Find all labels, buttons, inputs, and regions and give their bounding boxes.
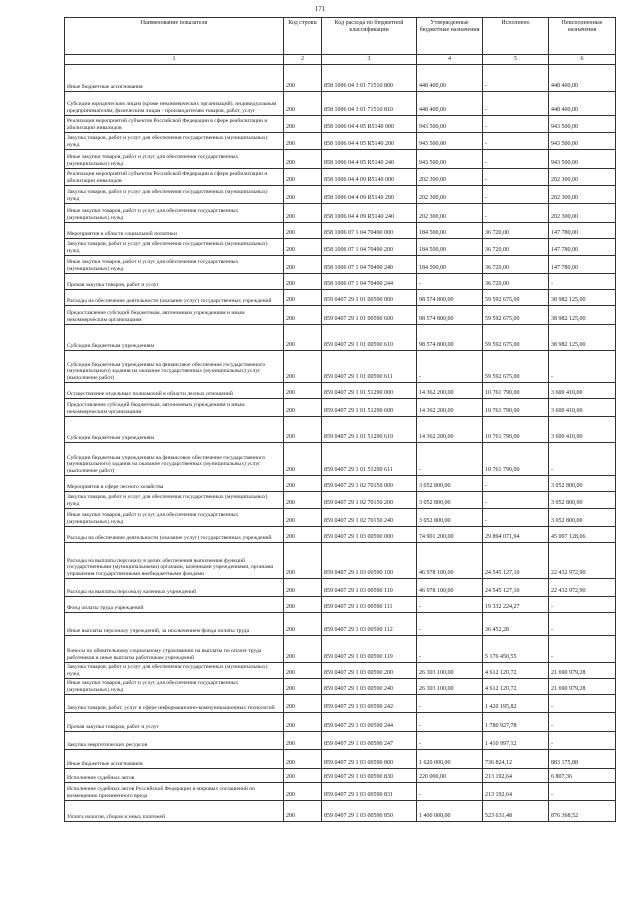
row-remaining: - [549, 351, 616, 383]
table-row [65, 274, 616, 290]
row-executed: - [483, 116, 549, 133]
row-approved: - [417, 351, 483, 383]
row-executed: 5 176 450,55 [483, 636, 549, 663]
row-executed: - [483, 509, 549, 527]
row-classification-code: 859 0407 29 1 01 00590 000 [322, 290, 417, 306]
row-executed: 1 410 997,12 [483, 732, 549, 750]
row-classification-code: 858 1006 07 1 04 70490 200 [322, 239, 417, 256]
row-remaining: 147 780,00 [549, 239, 616, 256]
row-classification-code: 859 0407 29 1 03 00590 200 [322, 663, 417, 679]
table-row [65, 597, 616, 613]
table-row [65, 801, 616, 822]
row-executed: 523 631,48 [483, 801, 549, 822]
table-row [65, 732, 616, 750]
row-line-code: 200 [284, 579, 322, 597]
row-executed: 36 720,00 [483, 274, 549, 290]
row-executed: 10 761 790,00 [483, 383, 549, 399]
table-row [65, 476, 616, 492]
row-name: Расходы на выплаты персоналу в целях обеспечения выполнения функций государственными (муниципальными) органами, казенными учреждениями, органами управления государственными внебюджетными фондами [65, 543, 284, 579]
table-row [65, 492, 616, 509]
row-name: Мероприятия в области социальной политики [65, 223, 284, 239]
row-remaining: - [549, 732, 616, 750]
row-remaining: 22 432 972,90 [549, 543, 616, 579]
row-name: Прочая закупка товаров, работ и услуг [65, 274, 284, 290]
row-line-code: 200 [284, 204, 322, 223]
row-approved: 26 303 100,00 [417, 663, 483, 679]
row-approved: 202 300,00 [417, 186, 483, 204]
row-line-code: 200 [284, 133, 322, 150]
row-line-code: 200 [284, 186, 322, 204]
row-approved: - [417, 597, 483, 613]
row-classification-code: 859 0407 29 1 02 70150 200 [322, 492, 417, 509]
row-name: Уплата налогов, сборов и иных платежей [65, 801, 284, 822]
table-header [65, 18, 616, 65]
row-remaining: 147 780,00 [549, 256, 616, 274]
row-name: Закупка товаров, работ и услуг для обеспечения государственных (муниципальных) нужд [65, 492, 284, 509]
table-row [65, 769, 616, 783]
row-remaining: 21 690 979,28 [549, 663, 616, 679]
row-approved: - [417, 636, 483, 663]
table-row [65, 750, 616, 769]
row-name: Иные выплаты персоналу учреждений, за исключением фонда оплаты труда [65, 613, 284, 636]
row-line-code: 200 [284, 92, 322, 116]
column-index: 4 [417, 55, 483, 65]
column-index: 5 [483, 55, 549, 65]
table-row [65, 383, 616, 399]
row-classification-code: 858 1006 04 4 05 R5140 200 [322, 133, 417, 150]
row-executed: 59 592 675,00 [483, 306, 549, 325]
row-classification-code: 859 0407 29 1 03 00590 240 [322, 679, 417, 695]
row-line-code: 200 [284, 695, 322, 713]
table-row [65, 150, 616, 169]
row-remaining: - [549, 613, 616, 636]
row-approved: 943 500,00 [417, 150, 483, 169]
row-remaining: - [549, 713, 616, 732]
row-classification-code: 859 0407 29 1 03 00590 247 [322, 732, 417, 750]
row-name: Иные бюджетные ассигнования [65, 750, 284, 769]
row-classification-code: 858 1006 07 1 04 70490 240 [322, 256, 417, 274]
row-executed: 4 612 120,72 [483, 663, 549, 679]
row-remaining: 3 052 800,00 [549, 492, 616, 509]
row-remaining: 3 600 410,00 [549, 383, 616, 399]
row-approved: - [417, 613, 483, 636]
row-remaining: - [549, 274, 616, 290]
row-classification-code: 858 1006 04 4 09 R5140 240 [322, 204, 417, 223]
row-line-code: 200 [284, 169, 322, 186]
column-index: 6 [549, 55, 616, 65]
row-approved: - [417, 783, 483, 801]
row-executed: 4 612 120,72 [483, 679, 549, 695]
table-row [65, 351, 616, 383]
row-remaining: 3 052 800,00 [549, 509, 616, 527]
row-name: Закупка энергетических ресурсов [65, 732, 284, 750]
row-approved: 14 362 200,00 [417, 399, 483, 417]
row-classification-code: 858 1006 04 4 05 R5140 240 [322, 150, 417, 169]
row-approved: 3 052 800,00 [417, 476, 483, 492]
row-remaining: 147 780,00 [549, 223, 616, 239]
row-name: Прочая закупка товаров, работ и услуг [65, 713, 284, 732]
table-row [65, 399, 616, 417]
row-executed: 36 452,28 [483, 613, 549, 636]
row-name: Субсидии бюджетным учреждениям [65, 417, 284, 443]
row-classification-code: 859 0407 29 1 03 00590 112 [322, 613, 417, 636]
row-approved: - [417, 443, 483, 476]
row-line-code: 200 [284, 636, 322, 663]
row-name: Иные закупки товаров, работ и услуг для обеспечения государственных (муниципальных) нужд [65, 679, 284, 695]
row-classification-code: 859 0407 29 1 03 00590 850 [322, 801, 417, 822]
table-row [65, 186, 616, 204]
table-row [65, 713, 616, 732]
row-approved: 98 574 800,00 [417, 306, 483, 325]
row-line-code: 200 [284, 239, 322, 256]
row-approved: 184 500,00 [417, 239, 483, 256]
row-approved: - [417, 274, 483, 290]
table-row [65, 116, 616, 133]
row-executed: 36 720,00 [483, 223, 549, 239]
column-index: 2 [284, 55, 322, 65]
column-index: 1 [65, 55, 284, 65]
header-remaining: Неисполненные назначения [549, 18, 616, 55]
row-executed: - [483, 150, 549, 169]
row-executed: - [483, 204, 549, 223]
row-classification-code: 858 1006 07 1 04 70490 000 [322, 223, 417, 239]
row-approved: 943 500,00 [417, 116, 483, 133]
row-line-code: 200 [284, 443, 322, 476]
table-row [65, 239, 616, 256]
row-executed: 59 592 675,00 [483, 351, 549, 383]
row-approved: - [417, 732, 483, 750]
row-name: Иные закупки товаров, работ и услуг для обеспечения государственных (муниципальных) нужд [65, 509, 284, 527]
row-classification-code: 859 0407 29 1 01 00590 611 [322, 351, 417, 383]
row-remaining: 448 400,00 [549, 65, 616, 92]
table-row [65, 306, 616, 325]
row-approved: 448 400,00 [417, 92, 483, 116]
row-executed: - [483, 92, 549, 116]
row-approved: 202 300,00 [417, 169, 483, 186]
row-name: Исполнение судебных актов Российской Федерации и мировых соглашений по возмещению причиненного вреда [65, 783, 284, 801]
row-remaining: - [549, 636, 616, 663]
row-approved: 3 052 800,00 [417, 492, 483, 509]
row-name: Расходы на обеспечение деятельности (оказание услуг) государственных учреждений [65, 527, 284, 543]
row-name: Исполнение судебных актов [65, 769, 284, 783]
row-line-code: 200 [284, 492, 322, 509]
row-executed: 24 545 127,10 [483, 579, 549, 597]
row-remaining: 3 600 410,00 [549, 417, 616, 443]
row-remaining: - [549, 783, 616, 801]
row-name: Взносы по обязательному социальному страхованию на выплаты по оплате труда работников и иные выплаты работникам учреждений [65, 636, 284, 663]
table-row [65, 417, 616, 443]
row-remaining: 943 500,00 [549, 116, 616, 133]
row-name: Субсидии юридическим лицам (кроме некоммерческих организаций), индивидуальным предпринимателям, физическим лицам - производителям товаров, работ, услуг [65, 92, 284, 116]
header-classification-code: Код расхода по бюджетной классификации [322, 18, 417, 55]
row-classification-code: 858 1006 04 4 09 R5140 000 [322, 169, 417, 186]
row-executed: 29 894 071,94 [483, 527, 549, 543]
row-approved: 220 000,00 [417, 769, 483, 783]
row-remaining: - [549, 597, 616, 613]
row-line-code: 200 [284, 65, 322, 92]
row-classification-code: 859 0407 29 1 01 00590 610 [322, 325, 417, 351]
table-row [65, 256, 616, 274]
row-approved: - [417, 695, 483, 713]
row-classification-code: 858 1006 04 4 09 R5140 200 [322, 186, 417, 204]
row-name: Осуществление отдельных полномочий в области лесных отношений [65, 383, 284, 399]
row-classification-code: 859 0407 29 1 03 00590 242 [322, 695, 417, 713]
row-line-code: 200 [284, 150, 322, 169]
row-remaining: 943 500,00 [549, 150, 616, 169]
row-executed: - [483, 492, 549, 509]
page-number: 171 [314, 5, 326, 13]
budget-execution-table [64, 17, 616, 822]
row-executed: 36 720,00 [483, 256, 549, 274]
row-classification-code: 858 1006 04 3 01 71510 810 [322, 92, 417, 116]
row-executed: 1 420 195,82 [483, 695, 549, 713]
row-name: Иные закупки товаров, работ и услуг для обеспечения государственных (муниципальных) нужд [65, 204, 284, 223]
row-line-code: 200 [284, 116, 322, 133]
table-row [65, 636, 616, 663]
row-line-code: 200 [284, 597, 322, 613]
row-name: Закупка товаров, работ и услуг для обеспечения государственных (муниципальных) нужд [65, 239, 284, 256]
row-executed: 10 761 790,00 [483, 399, 549, 417]
row-line-code: 200 [284, 223, 322, 239]
table-row [65, 92, 616, 116]
row-executed: - [483, 186, 549, 204]
row-classification-code: 859 0407 29 1 02 70150 000 [322, 476, 417, 492]
row-classification-code: 859 0407 29 1 03 00590 000 [322, 527, 417, 543]
row-name: Субсидии бюджетным учреждениям на финансовое обеспечение государственного (муниципального) задания на оказание государственных (муниципальных) услуг (выполнение работ) [65, 351, 284, 383]
header-indicator-name: Наименование показателя [65, 18, 284, 55]
row-remaining: 448 400,00 [549, 92, 616, 116]
row-approved: 184 500,00 [417, 223, 483, 239]
table-row [65, 695, 616, 713]
row-approved: 3 052 800,00 [417, 509, 483, 527]
row-approved: 448 400,00 [417, 65, 483, 92]
row-name: Закупка товаров, работ и услуг для обеспечения государственных (муниципальных) нужд [65, 186, 284, 204]
row-approved: - [417, 713, 483, 732]
row-executed: 36 720,00 [483, 239, 549, 256]
table-row [65, 223, 616, 239]
row-executed: 19 332 224,27 [483, 597, 549, 613]
row-remaining: 202 300,00 [549, 169, 616, 186]
row-line-code: 200 [284, 383, 322, 399]
row-classification-code: 859 0407 29 1 01 51290 000 [322, 383, 417, 399]
row-remaining: 6 807,36 [549, 769, 616, 783]
row-line-code: 200 [284, 543, 322, 579]
row-approved: 1 400 000,00 [417, 801, 483, 822]
row-classification-code: 859 0407 29 1 02 70150 240 [322, 509, 417, 527]
row-classification-code: 858 1006 04 3 01 71510 800 [322, 65, 417, 92]
row-classification-code: 859 0407 29 1 03 00590 830 [322, 769, 417, 783]
row-line-code: 200 [284, 509, 322, 527]
row-classification-code: 859 0407 29 1 01 51290 611 [322, 443, 417, 476]
row-name: Расходы на выплаты персоналу казенных учреждений [65, 579, 284, 597]
row-classification-code: 859 0407 29 1 01 00590 600 [322, 306, 417, 325]
row-name: Субсидии бюджетным учреждениям [65, 325, 284, 351]
row-approved: 26 303 100,00 [417, 679, 483, 695]
row-remaining: 3 052 800,00 [549, 476, 616, 492]
table-body [65, 65, 616, 822]
column-index: 3 [322, 55, 417, 65]
header-approved: Утвержденные бюджетные назначения [417, 18, 483, 55]
row-line-code: 200 [284, 750, 322, 769]
row-line-code: 200 [284, 351, 322, 383]
row-line-code: 200 [284, 679, 322, 695]
row-classification-code: 859 0407 29 1 03 00590 800 [322, 750, 417, 769]
row-approved: 46 978 100,00 [417, 543, 483, 579]
row-executed: 1 780 927,78 [483, 713, 549, 732]
table-row [65, 579, 616, 597]
header-executed: Исполнено [483, 18, 549, 55]
row-remaining: 45 007 128,06 [549, 527, 616, 543]
row-line-code: 200 [284, 399, 322, 417]
row-classification-code: 859 0407 29 1 01 51290 610 [322, 417, 417, 443]
row-name: Предоставление субсидий бюджетным, автономным учреждениям и иным некоммерческим организациям [65, 306, 284, 325]
table-row [65, 204, 616, 223]
row-line-code: 200 [284, 325, 322, 351]
row-executed: - [483, 65, 549, 92]
table-row [65, 290, 616, 306]
row-executed: 213 192,64 [483, 783, 549, 801]
row-line-code: 200 [284, 663, 322, 679]
row-approved: 202 300,00 [417, 204, 483, 223]
row-approved: 14 362 200,00 [417, 383, 483, 399]
row-name: Расходы на обеспечение деятельности (оказание услуг) государственных учреждений [65, 290, 284, 306]
table-row [65, 783, 616, 801]
row-executed: 59 592 675,00 [483, 290, 549, 306]
row-classification-code: 859 0407 29 1 03 00590 119 [322, 636, 417, 663]
row-line-code: 200 [284, 801, 322, 822]
row-line-code: 200 [284, 783, 322, 801]
row-line-code: 200 [284, 306, 322, 325]
row-line-code: 200 [284, 290, 322, 306]
row-approved: 98 574 800,00 [417, 290, 483, 306]
table-row [65, 443, 616, 476]
table-row [65, 325, 616, 351]
row-line-code: 200 [284, 274, 322, 290]
row-name: Реализация мероприятий субъектов Российской Федерации в сфере реабилитации и абилитации инвалидов [65, 116, 284, 133]
row-approved: 943 500,00 [417, 133, 483, 150]
row-name: Мероприятия в сфере лесного хозяйства [65, 476, 284, 492]
row-name: Предоставление субсидий бюджетным, автономным учреждениям и иным некоммерческим организациям [65, 399, 284, 417]
row-remaining: 202 300,00 [549, 186, 616, 204]
row-name: Субсидии бюджетным учреждениям на финансовое обеспечение государственного (муниципального) задания на оказание государственных (муниципальных) услуг (выполнение работ) [65, 443, 284, 476]
row-classification-code: 859 0407 29 1 03 00590 244 [322, 713, 417, 732]
row-line-code: 200 [284, 613, 322, 636]
row-name: Иные закупки товаров, работ и услуг для обеспечения государственных (муниципальных) нужд [65, 150, 284, 169]
table-row [65, 543, 616, 579]
row-classification-code: 859 0407 29 1 03 00590 100 [322, 543, 417, 579]
row-remaining: 22 432 972,90 [549, 579, 616, 597]
table-row [65, 133, 616, 150]
row-line-code: 200 [284, 476, 322, 492]
row-classification-code: 859 0407 29 1 03 00590 111 [322, 597, 417, 613]
row-name: Закупка товаров, работ, услуг в сфере информационно-коммуникационных технологий [65, 695, 284, 713]
row-remaining: 38 982 125,00 [549, 290, 616, 306]
row-remaining: 38 982 125,00 [549, 325, 616, 351]
row-name: Иные бюджетные ассигнования [65, 65, 284, 92]
row-name: Иные закупки товаров, работ и услуг для обеспечения государственных (муниципальных) нужд [65, 256, 284, 274]
row-approved: 14 362 200,00 [417, 417, 483, 443]
row-classification-code: 858 1006 07 1 04 70490 244 [322, 274, 417, 290]
row-name: Реализация мероприятий субъектов Российской Федерации в сфере реабилитации и абилитации инвалидов [65, 169, 284, 186]
row-remaining: 943 500,00 [549, 133, 616, 150]
row-executed: 24 545 127,10 [483, 543, 549, 579]
row-executed: 10 761 790,00 [483, 443, 549, 476]
table-row [65, 169, 616, 186]
row-remaining: 38 982 125,00 [549, 306, 616, 325]
row-remaining: 202 300,00 [549, 204, 616, 223]
row-remaining: - [549, 695, 616, 713]
row-line-code: 200 [284, 417, 322, 443]
row-approved: 184 500,00 [417, 256, 483, 274]
table-row [65, 509, 616, 527]
row-line-code: 200 [284, 769, 322, 783]
table-row [65, 679, 616, 695]
row-remaining: 876 368,52 [549, 801, 616, 822]
row-remaining: 3 600 410,00 [549, 399, 616, 417]
row-executed: 10 761 790,00 [483, 417, 549, 443]
row-classification-code: 859 0407 29 1 03 00590 110 [322, 579, 417, 597]
row-classification-code: 858 1006 04 4 05 R5140 000 [322, 116, 417, 133]
row-executed: 213 192,64 [483, 769, 549, 783]
table-row [65, 663, 616, 679]
row-approved: 46 978 100,00 [417, 579, 483, 597]
row-remaining: - [549, 443, 616, 476]
row-approved: 74 901 200,00 [417, 527, 483, 543]
row-approved: 1 620 000,00 [417, 750, 483, 769]
row-line-code: 200 [284, 713, 322, 732]
row-executed: 59 592 675,00 [483, 325, 549, 351]
table-row [65, 613, 616, 636]
table-row [65, 65, 616, 92]
row-executed: 736 824,12 [483, 750, 549, 769]
header-line-code: Код строки [284, 18, 322, 55]
row-remaining: 883 175,88 [549, 750, 616, 769]
row-name: Закупка товаров, работ и услуг для обеспечения государственных (муниципальных) нужд [65, 133, 284, 150]
row-name: Фонд оплаты труда учреждений [65, 597, 284, 613]
row-executed: - [483, 169, 549, 186]
row-line-code: 200 [284, 527, 322, 543]
row-line-code: 200 [284, 732, 322, 750]
row-remaining: 21 690 979,28 [549, 679, 616, 695]
row-line-code: 200 [284, 256, 322, 274]
row-executed: - [483, 133, 549, 150]
table-row [65, 527, 616, 543]
row-approved: 98 574 800,00 [417, 325, 483, 351]
row-executed: - [483, 476, 549, 492]
row-name: Закупка товаров, работ и услуг для обеспечения государственных (муниципальных) нужд [65, 663, 284, 679]
row-classification-code: 859 0407 29 1 01 51290 600 [322, 399, 417, 417]
row-classification-code: 859 0407 29 1 03 00590 831 [322, 783, 417, 801]
